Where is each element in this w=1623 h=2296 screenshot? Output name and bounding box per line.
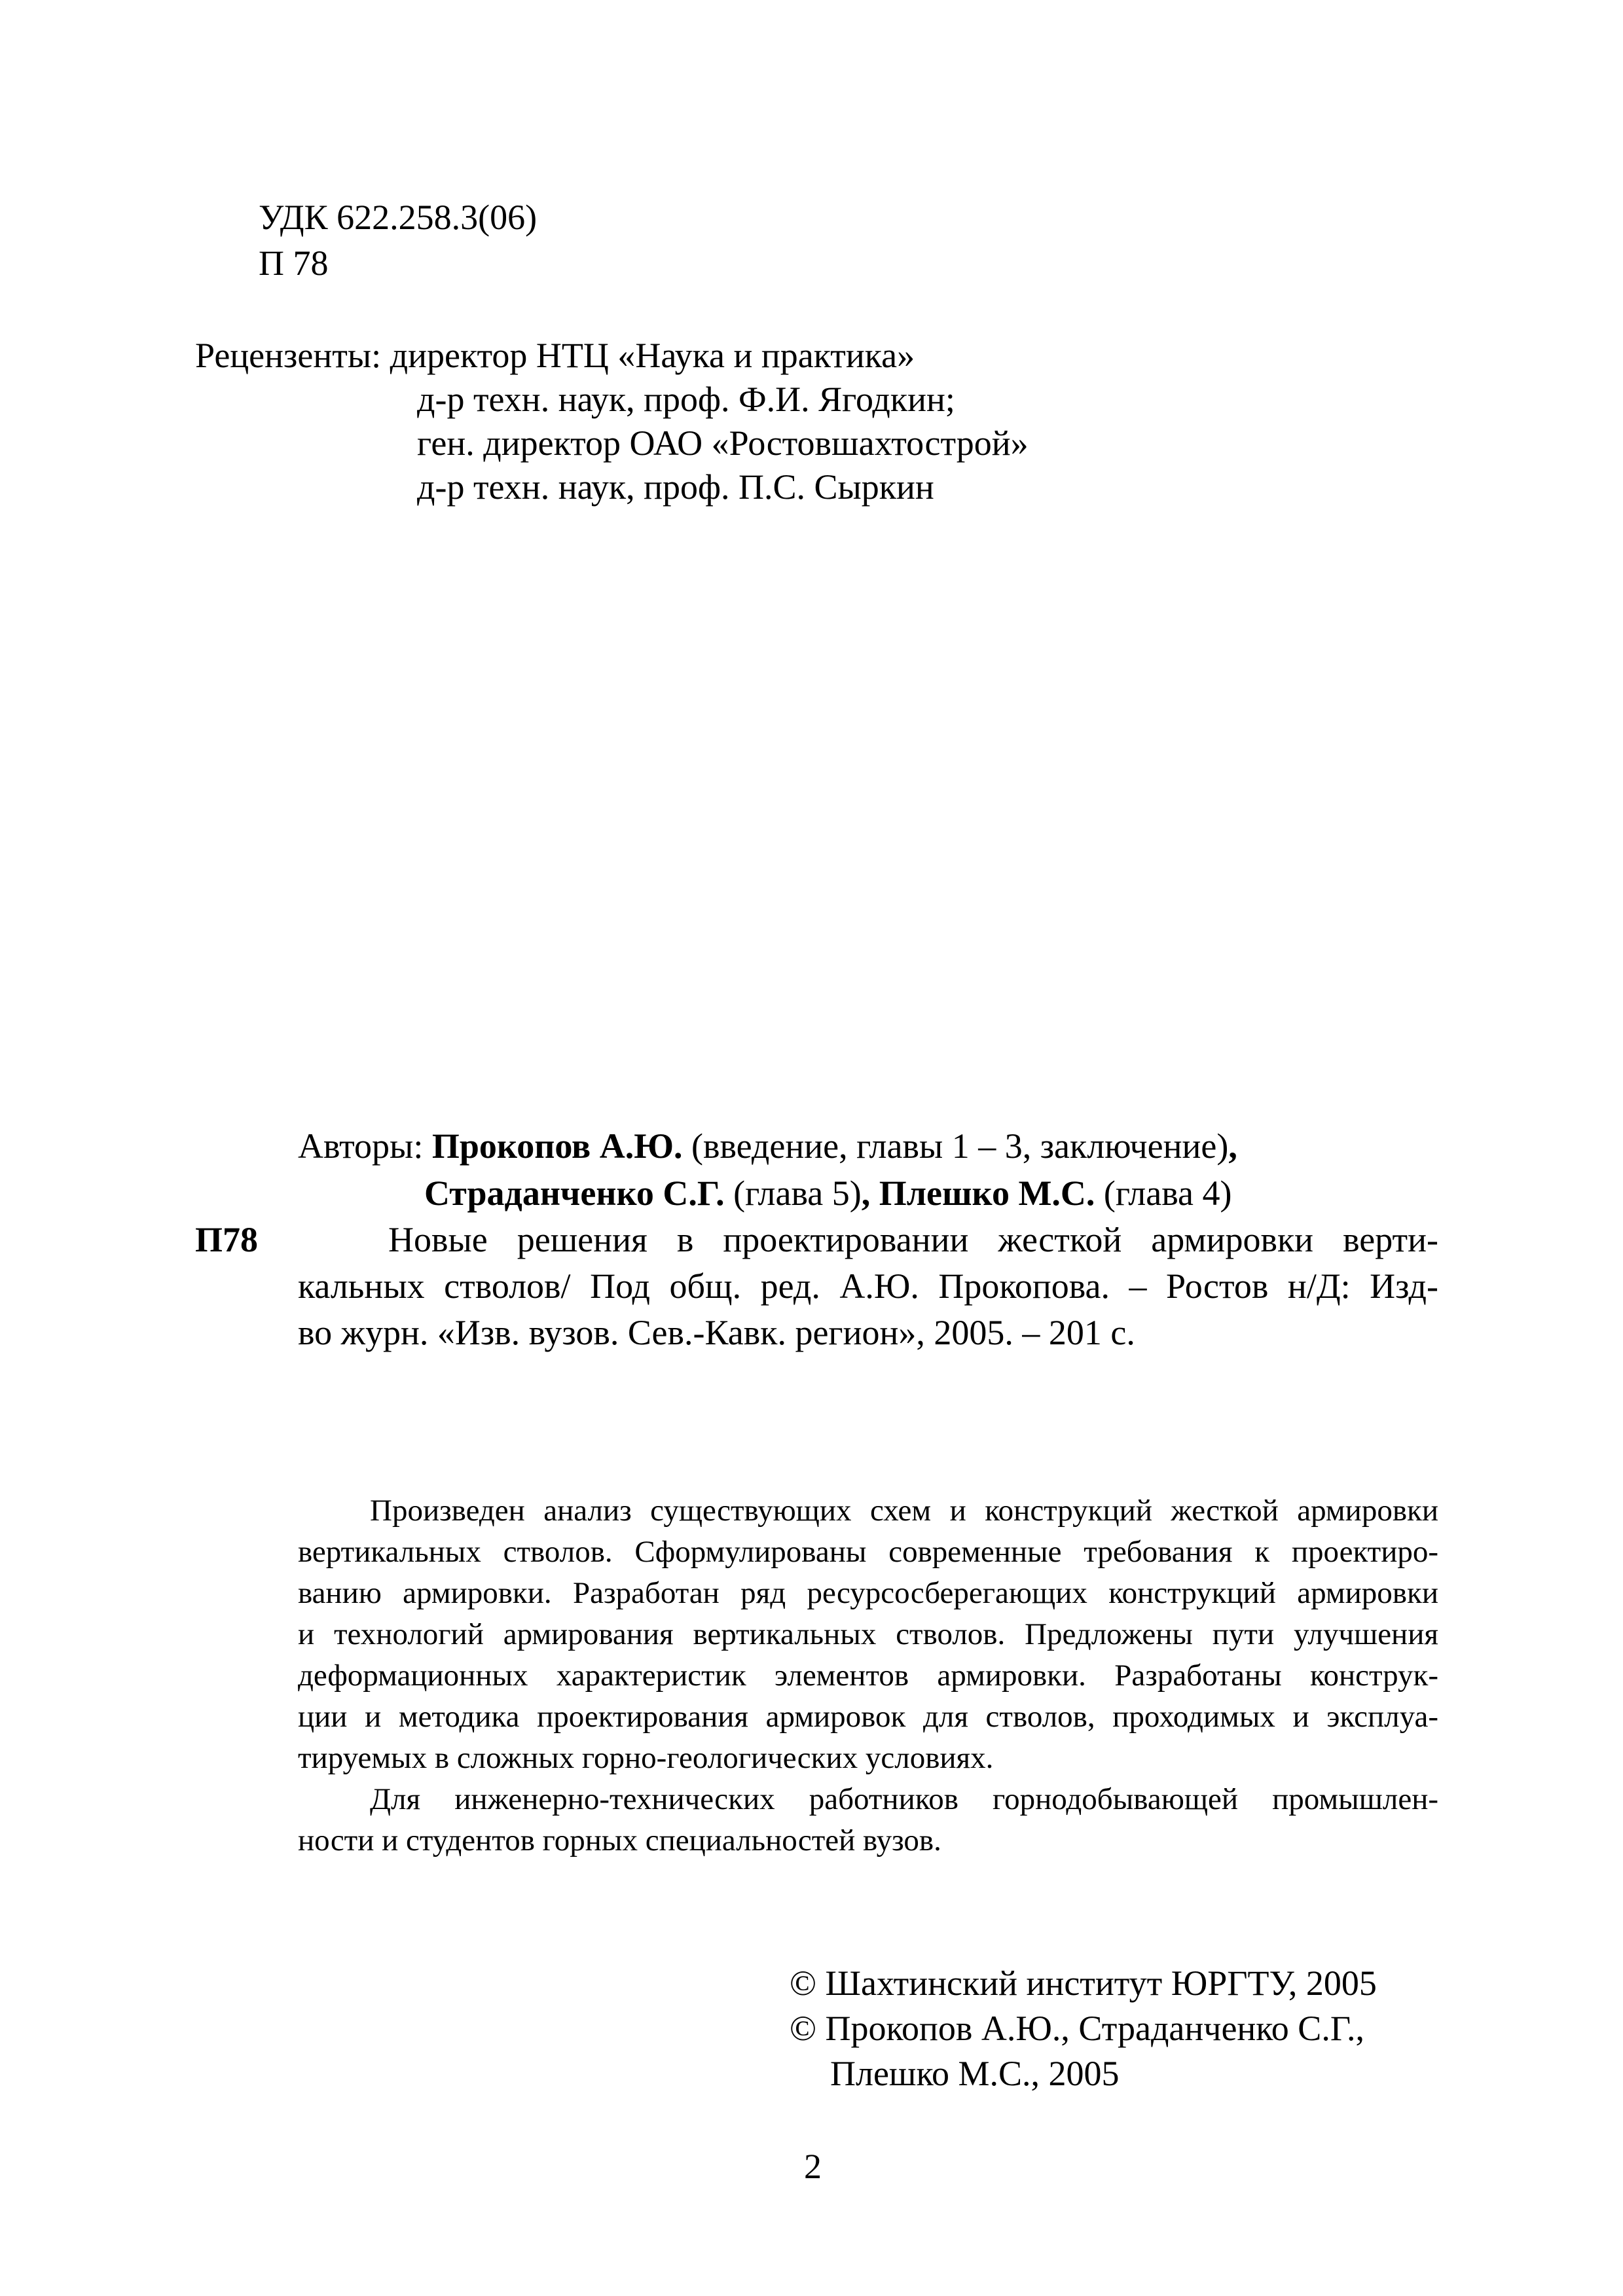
bibliographic-line-3: во журн. «Изв. вузов. Сев.-Кавк. регион», 2005. – 201 с. bbox=[298, 1313, 1135, 1352]
reviewer-2-degree: д-р техн. наук, проф. П.С. Сыркин bbox=[417, 467, 934, 507]
author-1-role: (введение, главы 1 – 3, заключение) bbox=[682, 1126, 1229, 1166]
abstract-line-3: ванию армировки. Разработан ряд ресурсосберегающих конструкций армировки bbox=[298, 1576, 1438, 1610]
abstract-line-9: ности и студентов горных специальностей вузов. bbox=[298, 1823, 941, 1857]
copyright-authors-line-2: Плешко М.С., 2005 bbox=[830, 2054, 1120, 2093]
bibliographic-line-1: Новые решения в проектировании жесткой армировки верти- bbox=[388, 1220, 1438, 1259]
authors-line-1 bbox=[298, 1128, 1237, 1164]
page-number: 2 bbox=[804, 2147, 822, 2186]
abstract-line-8: Для инженерно-технических работников горнодобывающей промышлен- bbox=[370, 1782, 1438, 1816]
author-1-name: Прокопов А.Ю. bbox=[431, 1126, 683, 1166]
udk-code: УДК 622.258.3(06) bbox=[259, 198, 538, 237]
reviewer-2-position: ген. директор ОАО «Ростовшахтострой» bbox=[417, 423, 1029, 463]
abstract-line-1: Произведен анализ существующих схем и конструкций жесткой армировки bbox=[370, 1494, 1438, 1528]
abstract-line-4: и технологий армирования вертикальных стволов. Предложены пути улучшения bbox=[298, 1617, 1438, 1651]
bbk-code: П 78 bbox=[259, 243, 329, 283]
abstract-line-5: деформационных характеристик элементов армировки. Разработаны конструк- bbox=[298, 1659, 1438, 1693]
reviewers-label: Рецензенты: bbox=[195, 336, 390, 375]
abstract-line-6: ции и методика проектирования армировок для стволов, проходимых и эксплуа- bbox=[298, 1700, 1438, 1734]
copyright-institute: © Шахтинский институт ЮРГТУ, 2005 bbox=[790, 1964, 1377, 2003]
authors-label: Авторы: bbox=[298, 1126, 432, 1166]
bibliographic-index: П78 bbox=[195, 1220, 259, 1259]
author-2-name: Страданченко С.Г. bbox=[424, 1174, 725, 1213]
bibliographic-line-2: кальных стволов/ Под общ. ред. А.Ю. Прокопова. – Ростов н/Д: Изд- bbox=[298, 1266, 1438, 1306]
abstract-line-7: тируемых в сложных горно-геологических условиях. bbox=[298, 1741, 994, 1775]
reviewers-line-1 bbox=[195, 338, 915, 373]
author-2-role: (глава 5) bbox=[724, 1174, 862, 1213]
authors-line-2 bbox=[424, 1175, 1231, 1211]
author-separator: , bbox=[1228, 1126, 1237, 1166]
author-3-name: Плешко М.С. bbox=[879, 1174, 1095, 1213]
reviewer-1-degree: д-р техн. наук, проф. Ф.И. Ягодкин; bbox=[417, 380, 955, 419]
author-3-role: (глава 4) bbox=[1095, 1174, 1232, 1213]
author-separator: , bbox=[861, 1174, 879, 1213]
abstract-line-2: вертикальных стволов. Сформулированы современные требования к проектиро- bbox=[298, 1535, 1438, 1569]
reviewer-1-position: директор НТЦ «Наука и практика» bbox=[390, 336, 915, 375]
copyright-authors-line-1: © Прокопов А.Ю., Страданченко С.Г., bbox=[790, 2009, 1364, 2048]
